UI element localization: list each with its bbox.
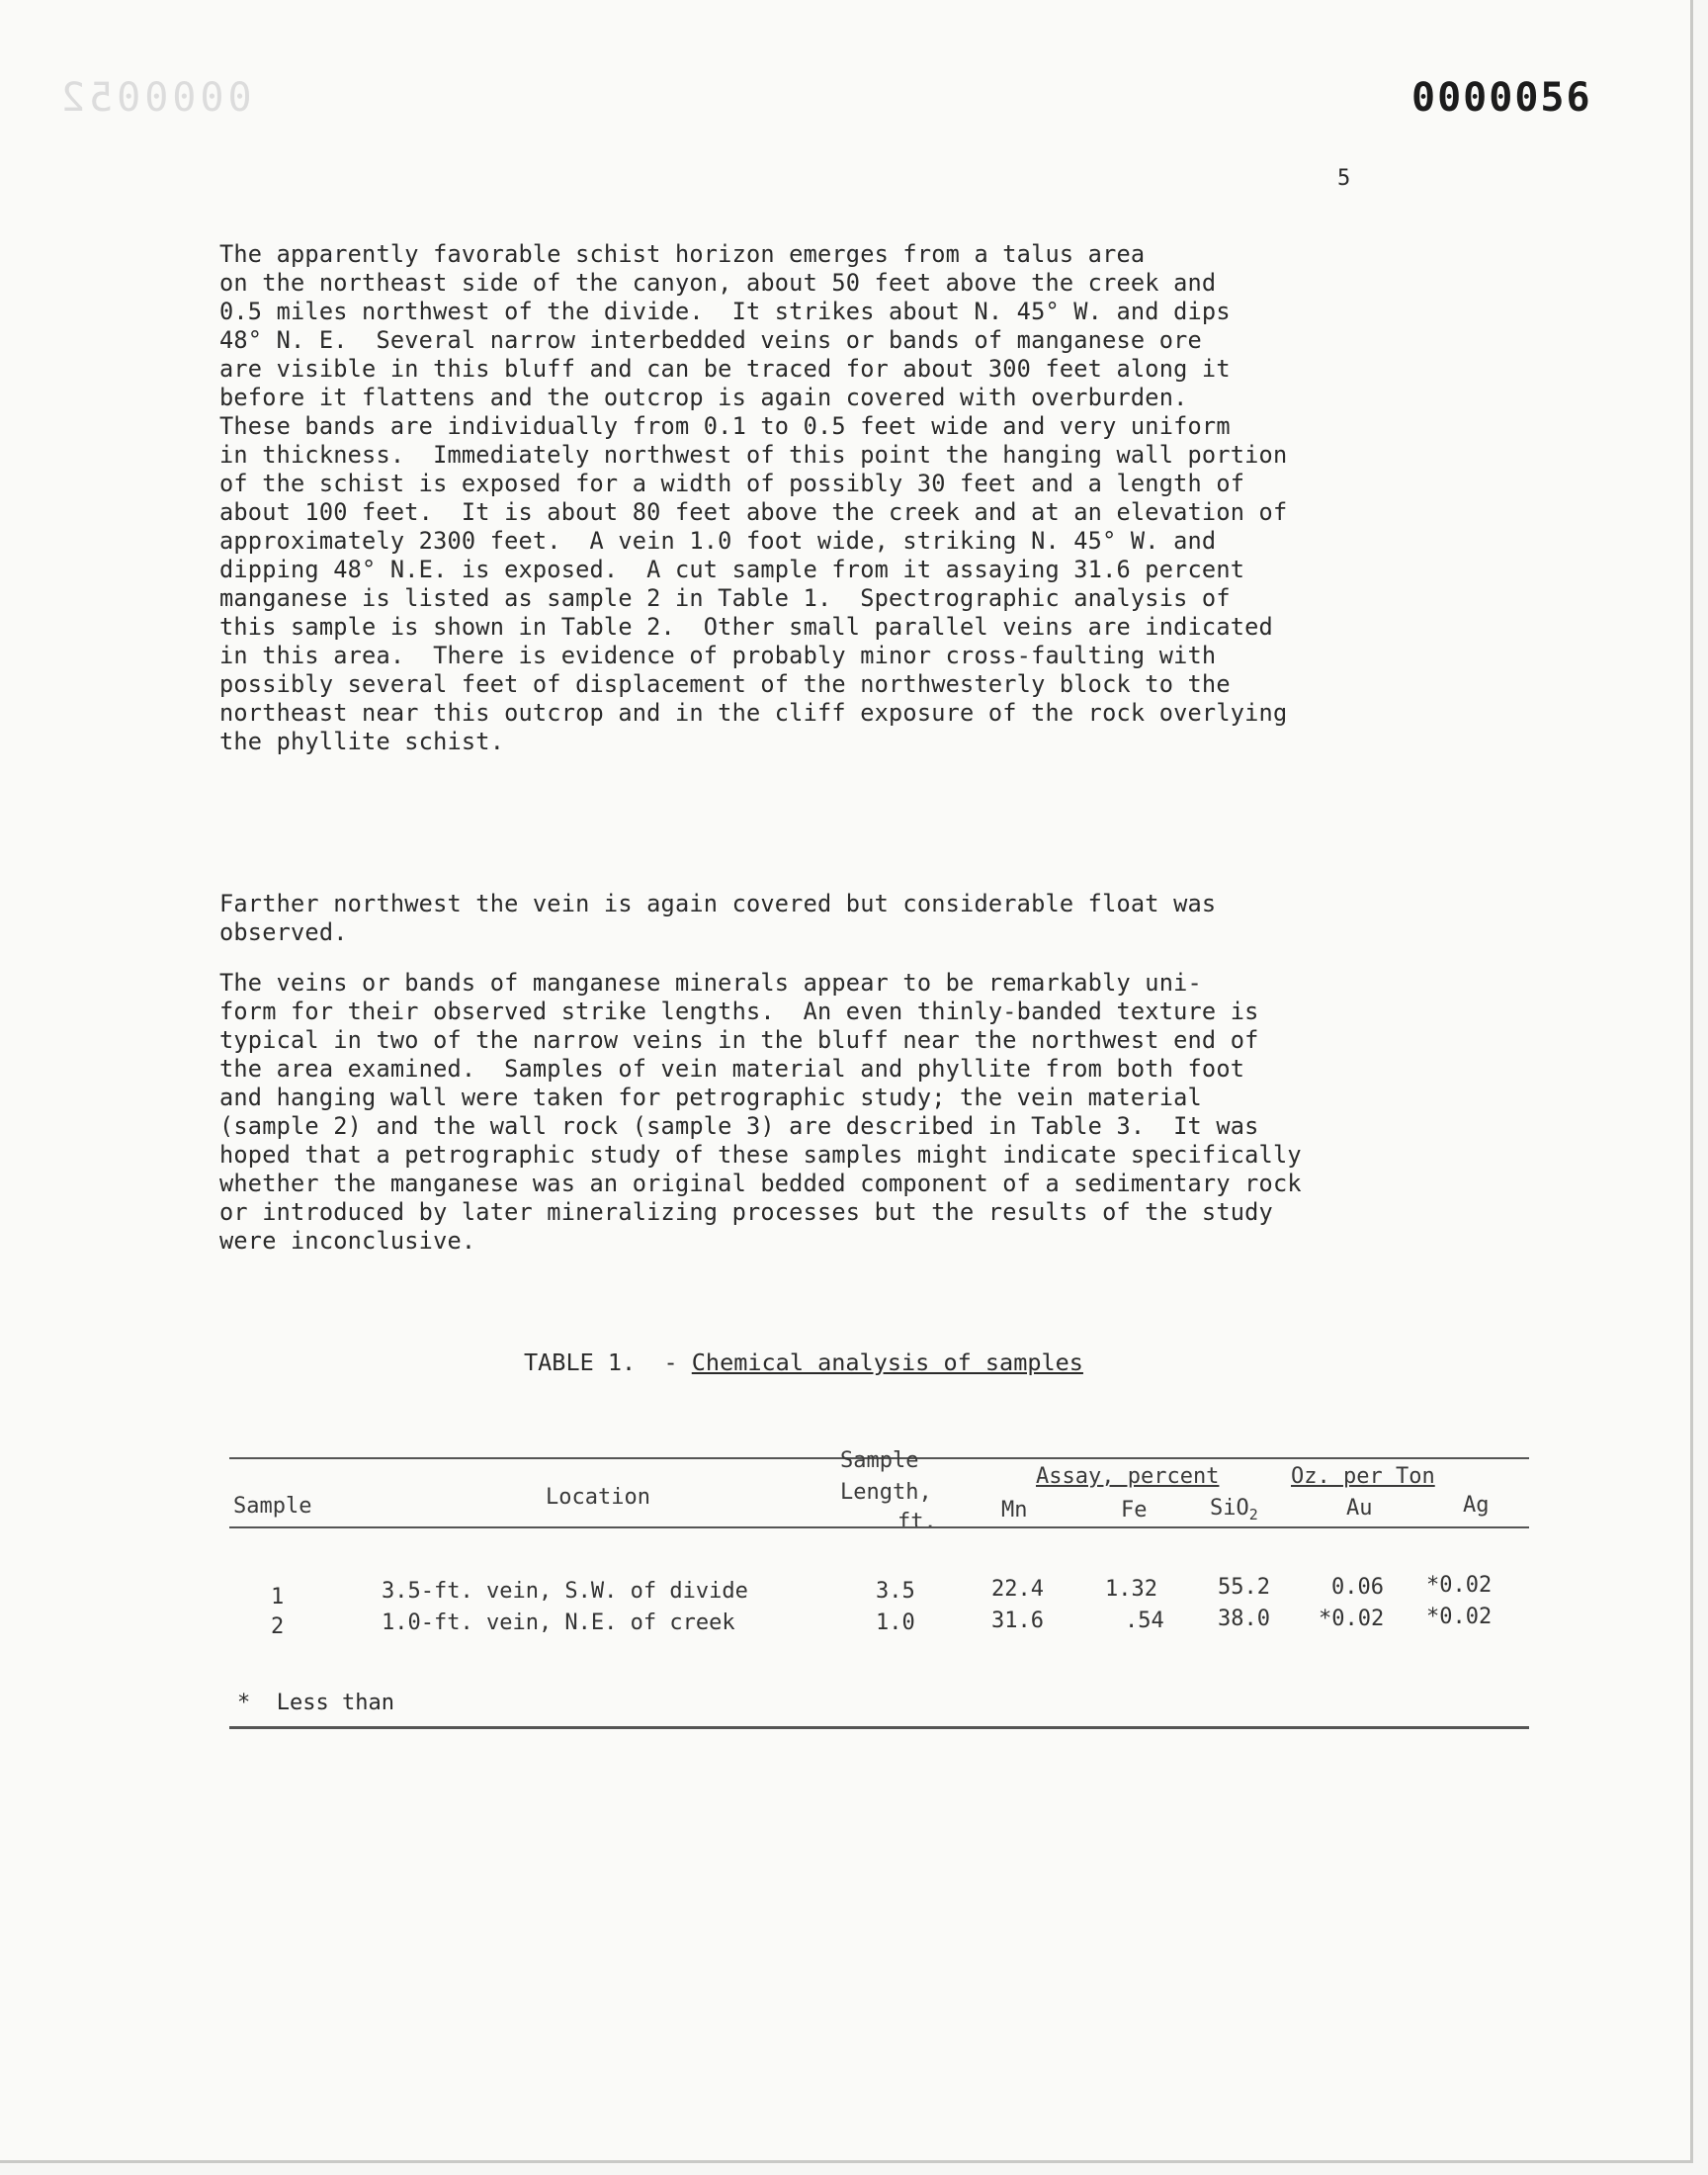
text-line: manganese is listed as sample 2 in Table 1. Spectrographic analysis of: [219, 584, 1231, 612]
table-bottom-rule: [229, 1726, 1529, 1729]
cell-sample: 1: [271, 1585, 285, 1610]
header-sio2-subscript: 2: [1248, 1506, 1258, 1523]
text-line: dipping 48° N.E. is exposed. A cut sample from it assaying 31.6 percent: [219, 556, 1245, 583]
cell-fe: .54: [1125, 1609, 1164, 1633]
table-title: [524, 1348, 1083, 1376]
document-id: 0000056: [1411, 75, 1592, 121]
cell-mn: 31.6: [991, 1609, 1044, 1633]
text-line: These bands are individually from 0.1 to 0.5 feet wide and very uniform: [219, 412, 1231, 440]
cell-au: 0.06: [1331, 1575, 1384, 1600]
text-line: before it flattens and the outcrop is again covered with overburden.: [219, 384, 1188, 411]
cell-location: 1.0-ft. vein, N.E. of creek: [382, 1610, 735, 1635]
header-sio2-text: SiO: [1210, 1496, 1249, 1521]
paragraph-3: [219, 969, 1475, 1256]
text-line: The apparently favorable schist horizon emerges from a talus area: [219, 240, 1146, 268]
cell-ag: *0.02: [1426, 1605, 1493, 1629]
paragraph-2: [219, 890, 1475, 947]
header-sio2: [1210, 1496, 1258, 1523]
cell-fe: 1.32: [1105, 1577, 1157, 1602]
header-length-line2: Length,: [840, 1480, 932, 1505]
header-oz-group: Oz. per Ton: [1291, 1464, 1435, 1489]
text-line: 0.5 miles northwest of the divide. It strikes about N. 45° W. and dips: [219, 298, 1231, 325]
header-assay-group: Assay, percent: [1036, 1464, 1220, 1489]
cell-length: 1.0: [876, 1610, 915, 1635]
header-au: Au: [1346, 1496, 1373, 1521]
text-line: on the northeast side of the canyon, about 50 feet above the creek and: [219, 269, 1217, 297]
text-line: observed.: [219, 918, 348, 946]
table-title-prefix: TABLE 1. -: [524, 1348, 692, 1376]
text-line: in thickness. Immediately northwest of this point the hanging wall portion: [219, 441, 1288, 469]
text-line: form for their observed strike lengths. An even thinly-banded texture is: [219, 998, 1259, 1025]
cell-sample: 2: [271, 1614, 285, 1639]
cell-location: 3.5-ft. vein, S.W. of divide: [382, 1579, 748, 1604]
text-line: were inconclusive.: [219, 1227, 476, 1255]
header-ag: Ag: [1463, 1493, 1490, 1518]
cell-length: 3.5: [876, 1579, 915, 1604]
header-length-line3: ft.: [897, 1510, 937, 1534]
text-line: in this area. There is evidence of probably minor cross-faulting with: [219, 642, 1217, 669]
text-line: and hanging wall were taken for petrographic study; the vein material: [219, 1084, 1202, 1111]
table-footnote: * Less than: [237, 1691, 394, 1715]
header-length-line1: Sample: [840, 1448, 919, 1473]
text-line: the phyllite schist.: [219, 728, 505, 755]
text-line: The veins or bands of manganese minerals appear to be remarkably uni-: [219, 969, 1202, 997]
cell-sio2: 38.0: [1218, 1607, 1270, 1631]
text-line: are visible in this bluff and can be traced for about 300 feet along it: [219, 355, 1231, 383]
header-mn: Mn: [1001, 1498, 1028, 1522]
header-location: Location: [546, 1485, 650, 1510]
header-fe: Fe: [1121, 1498, 1148, 1522]
text-line: of the schist is exposed for a width of possibly 30 feet and a length of: [219, 470, 1245, 497]
header-sample: Sample: [233, 1494, 312, 1519]
text-line: typical in two of the narrow veins in the bluff near the northwest end of: [219, 1026, 1259, 1054]
text-line: Farther northwest the vein is again covered but considerable float was: [219, 890, 1217, 917]
text-line: or introduced by later mineralizing processes but the results of the study: [219, 1198, 1273, 1226]
text-line: hoped that a petrographic study of these samples might indicate specifically: [219, 1141, 1302, 1169]
cell-mn: 22.4: [991, 1577, 1044, 1602]
text-line: northeast near this outcrop and in the cliff exposure of the rock overlying: [219, 699, 1288, 727]
ghost-document-id: 0000052: [57, 75, 252, 121]
table-title-caption: Chemical analysis of samples: [691, 1348, 1083, 1376]
text-line: possibly several feet of displacement of the northwesterly block to the: [219, 670, 1231, 698]
table-header-rule: [229, 1526, 1529, 1528]
text-line: about 100 feet. It is about 80 feet above the creek and at an elevation of: [219, 498, 1288, 526]
text-line: approximately 2300 feet. A vein 1.0 foot wide, striking N. 45° W. and: [219, 527, 1217, 555]
text-line: this sample is shown in Table 2. Other small parallel veins are indicated: [219, 613, 1273, 641]
text-line: whether the manganese was an original bedded component of a sedimentary rock: [219, 1170, 1302, 1197]
text-line: the area examined. Samples of vein material and phyllite from both foot: [219, 1055, 1245, 1083]
text-line: 48° N. E. Several narrow interbedded veins or bands of manganese ore: [219, 326, 1202, 354]
text-line: (sample 2) and the wall rock (sample 3) are described in Table 3. It was: [219, 1112, 1259, 1140]
cell-au: *0.02: [1319, 1607, 1385, 1631]
cell-sio2: 55.2: [1218, 1575, 1270, 1600]
cell-ag: *0.02: [1426, 1573, 1493, 1598]
page-number: 5: [1337, 166, 1351, 191]
paragraph-1: [219, 240, 1475, 756]
